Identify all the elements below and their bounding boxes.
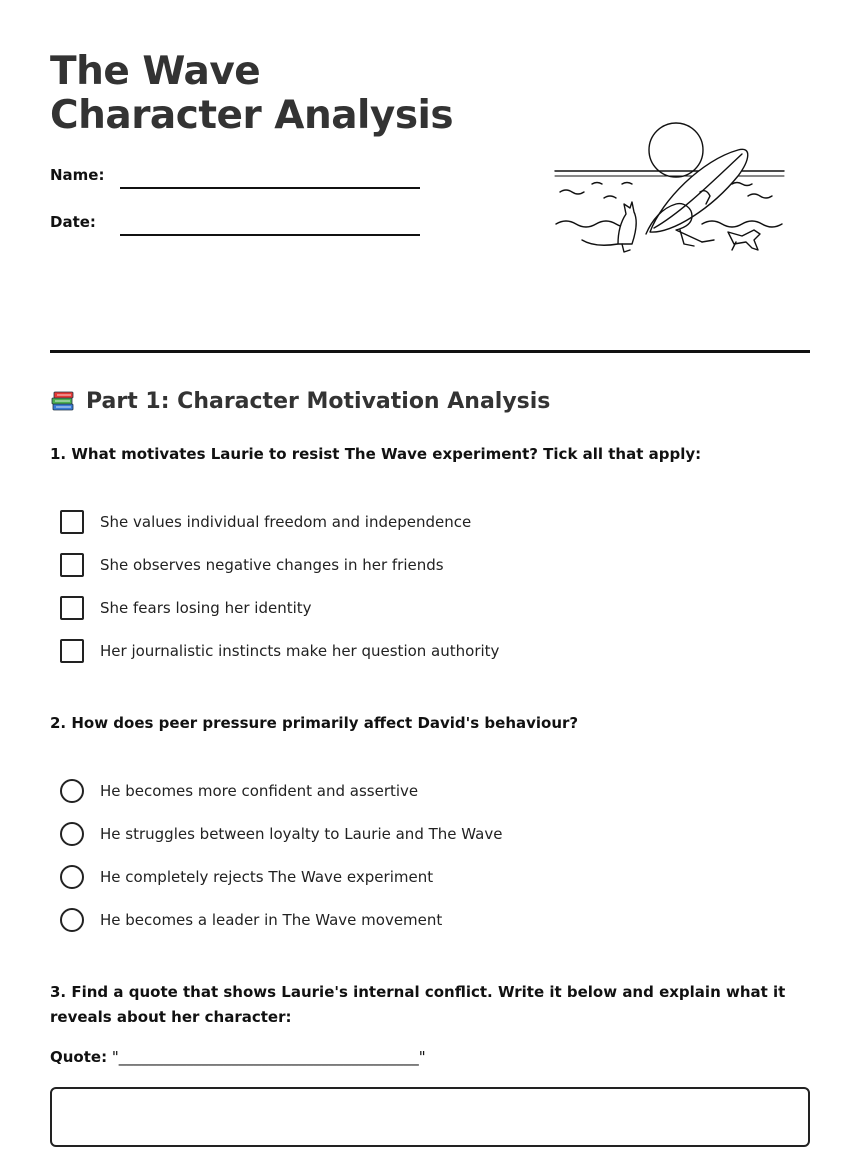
radio-option[interactable] [60,855,502,898]
checkbox-option[interactable] [60,629,499,672]
section-divider [50,350,810,353]
radio-button[interactable] [60,908,84,932]
radio-option[interactable] [60,898,502,941]
part1-heading-text: Part 1: Character Motivation Analysis [86,388,551,414]
option-label: He becomes a leader in The Wave movement [100,910,443,929]
name-label: Name: [50,166,105,184]
option-label: She observes negative changes in her friends [100,555,444,574]
checkbox[interactable] [60,639,84,663]
books-icon [50,388,76,414]
question-1: 1. What motivates Laurie to resist The Wave experiment? Tick all that apply: [50,445,702,463]
question-2-options [60,769,502,941]
quote-blank[interactable]: "________________________________________" [111,1048,426,1066]
surfboard-kangaroo-illustration [552,120,788,260]
checkbox[interactable] [60,510,84,534]
checkbox[interactable] [60,596,84,620]
page-title: The Wave Character Analysis [50,49,454,138]
name-field[interactable] [120,187,420,189]
quote-label: Quote: [50,1048,108,1066]
checkbox-option[interactable] [60,586,499,629]
option-label: She values individual freedom and independence [100,512,472,531]
date-field[interactable] [120,234,420,236]
checkbox-option[interactable] [60,543,499,586]
checkbox[interactable] [60,553,84,577]
option-label: Her journalistic instincts make her question authority [100,641,500,660]
option-label: He becomes more confident and assertive [100,781,419,800]
question-2: 2. How does peer pressure primarily affect David's behaviour? [50,714,579,732]
radio-button[interactable] [60,865,84,889]
radio-option[interactable] [60,812,502,855]
quote-line [50,1048,426,1066]
option-label: She fears losing her identity [100,598,312,617]
radio-button[interactable] [60,822,84,846]
part1-heading [50,388,550,414]
radio-button[interactable] [60,779,84,803]
radio-option[interactable] [60,769,502,812]
option-label: He completely rejects The Wave experiment [100,867,434,886]
question-1-options [60,500,499,672]
question-3: 3. Find a quote that shows Laurie's internal conflict. Write it below and explain what it reveals about her character: [50,983,786,1026]
checkbox-option[interactable] [60,500,499,543]
answer-textbox[interactable] [50,1087,810,1147]
option-label: He struggles between loyalty to Laurie and The Wave [100,824,503,843]
date-label: Date: [50,213,96,231]
